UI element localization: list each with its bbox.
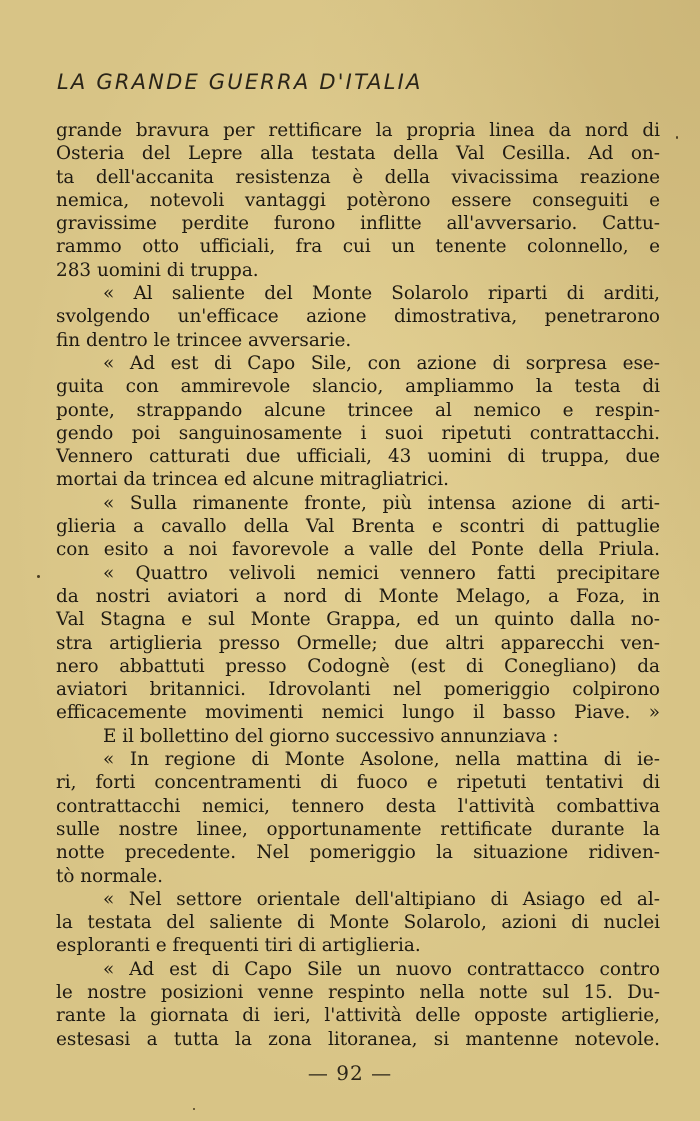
text-line: rante la giornata di ieri, l'attività delle opposte artiglierie,: [56, 1005, 660, 1027]
text-line: ta dell'accanita resistenza è della vivacissima reazione: [56, 166, 660, 188]
text-line: la testata del saliente di Monte Solarolo, azioni di nuclei: [56, 912, 660, 934]
text-line: « Nel settore orientale dell'altipiano di Asiago ed al-: [103, 888, 660, 910]
text-line: « Quattro velivoli nemici vennero fatti precipitare: [103, 562, 660, 584]
running-title: LA GRANDE GUERRA D'ITALIA: [57, 70, 423, 94]
text-line: gravissime perdite furono inflitte all'avversario. Cattu-: [56, 213, 660, 235]
text-line: sulle nostre linee, opportunamente rettificate durante la: [56, 818, 660, 840]
text-line: svolgendo un'efficace azione dimostrativa, penetrarono: [56, 306, 660, 328]
paper-speck: [193, 1108, 195, 1110]
text-line: aviatori britannici. Idrovolanti nel pomeriggio colpirono: [56, 679, 660, 701]
text-line: ponte, strappando alcune trincee al nemico e respin-: [56, 399, 660, 421]
text-line: 283 uomini di truppa.: [56, 259, 259, 281]
text-line: « Ad est di Capo Sile un nuovo contrattacco contro: [103, 958, 660, 980]
body-text: [56, 119, 660, 1051]
text-line: « Sulla rimanente fronte, più intensa azione di arti-: [103, 492, 660, 514]
text-line: « In regione di Monte Asolone, nella mattina di ie-: [103, 749, 660, 771]
text-line: nero abbattuti presso Codognè (est di Conegliano) da: [56, 655, 660, 677]
text-line: mortai da trincea ed alcune mitragliatrici.: [56, 469, 449, 491]
text-line: con esito a noi favorevole a valle del Ponte della Priula.: [56, 539, 660, 561]
text-line: Vennero catturati due ufficiali, 43 uomini di truppa, due: [56, 446, 660, 468]
text-line: grande bravura per rettificare la propria linea da nord di: [56, 120, 660, 141]
text-line: « Ad est di Capo Sile, con azione di sorpresa ese-: [103, 352, 660, 374]
text-line: stra artiglieria presso Ormelle; due altri apparecchi ven-: [56, 632, 660, 654]
text-line: Osteria del Lepre alla testata della Val Cesilla. Ad on-: [56, 143, 660, 165]
text-line: nemica, notevoli vantaggi potèrono essere conseguiti e: [56, 189, 660, 211]
page-number: — 92 —: [307, 1061, 393, 1085]
text-line: esploranti e frequenti tiri di artiglieria.: [56, 935, 421, 957]
text-line: estesasi a tutta la zona litoranea, si mantenne notevole.: [56, 1028, 660, 1050]
text-line: guita con ammirevole slancio, ampliammo la testa di: [56, 376, 660, 398]
text-line: contrattacchi nemici, tennero desta l'attività combattiva: [56, 795, 660, 817]
text-line: « Al saliente del Monte Solarolo riparti di arditi,: [103, 283, 660, 305]
text-line: E il bollettino del giorno successivo annunziava :: [103, 725, 559, 747]
text-line: notte precedente. Nel pomeriggio la situazione ridiven-: [56, 842, 660, 864]
text-line: da nostri aviatori a nord di Monte Melago, a Foza, in: [56, 585, 660, 607]
text-line: le nostre posizioni venne respinto nella notte sul 15. Du-: [56, 981, 660, 1003]
text-line: glieria a cavallo della Val Brenta e scontri di pattuglie: [56, 516, 660, 538]
text-line: efficacemente movimenti nemici lungo il basso Piave. »: [56, 702, 660, 724]
text-line: gendo poi sanguinosamente i suoi ripetuti contrattacchi.: [56, 422, 660, 444]
text-line: Val Stagna e sul Monte Grappa, ed un quinto dalla no-: [56, 609, 660, 631]
text-line: tò normale.: [56, 865, 164, 887]
text-line: ri, forti concentramenti di fuoco e ripetuti tentativi di: [56, 772, 660, 794]
paper-speck: [676, 136, 678, 139]
paper-speck: [37, 575, 40, 578]
text-line: fin dentro le trincee avversarie.: [56, 329, 352, 351]
text-line: rammo otto ufficiali, fra cui un tenente colonnello, e: [56, 236, 660, 258]
